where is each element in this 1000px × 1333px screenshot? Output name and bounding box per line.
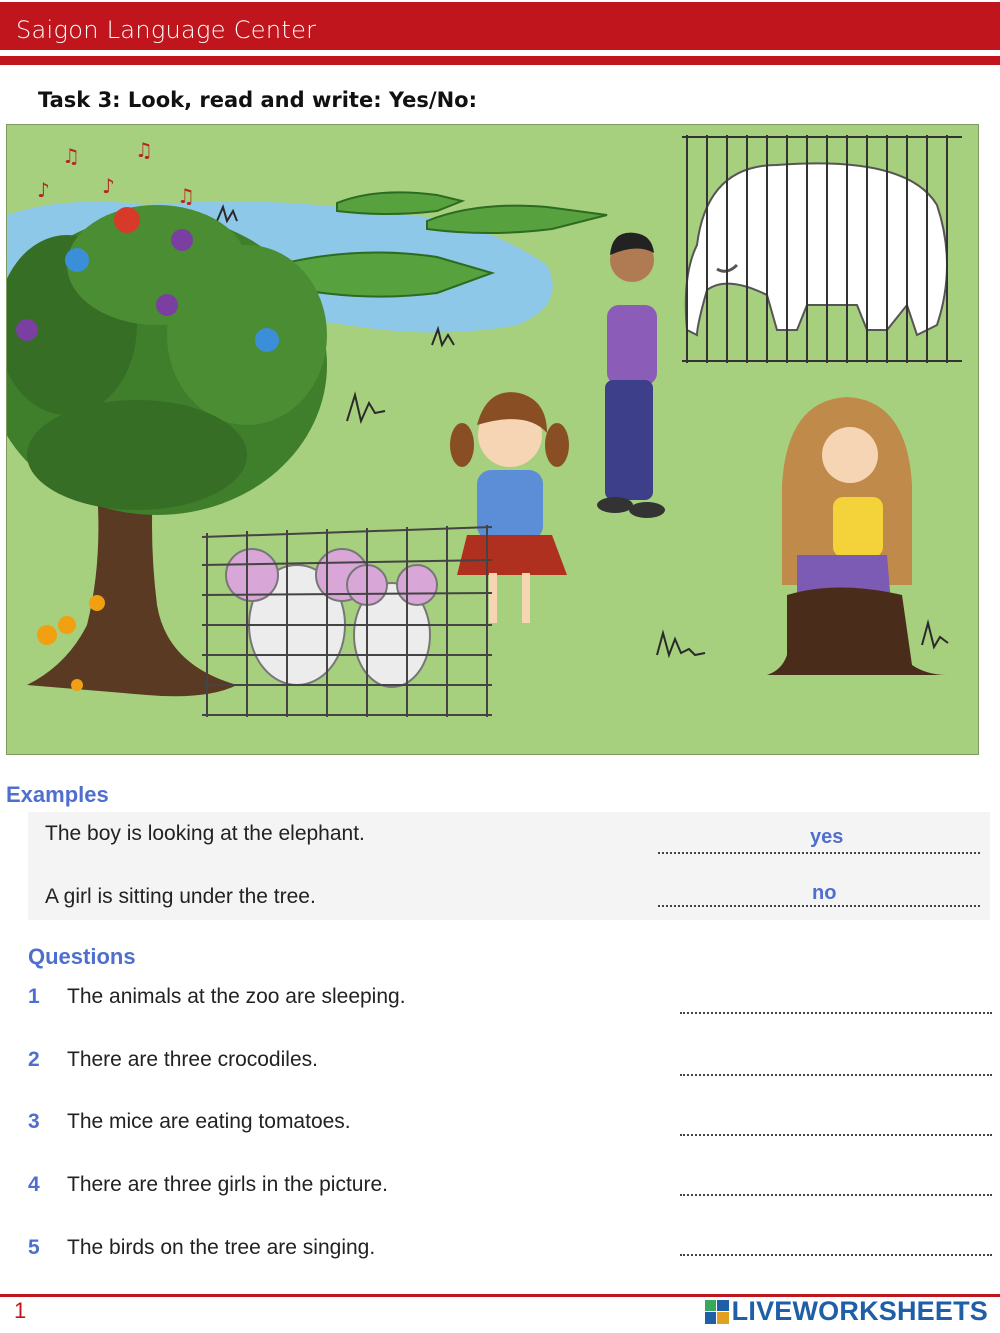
music-note-icon [37,138,195,208]
questions-heading: Questions [28,944,136,969]
example-2-answer: no [812,882,837,904]
mouse-icon [226,549,437,687]
svg-text:♪: ♪ [37,178,50,202]
svg-text:♫: ♫ [135,138,153,162]
question-3-number: 3 [28,1110,40,1133]
header-bar [0,2,1000,50]
examples-heading: Examples [6,782,109,807]
sitting-girl-figure [767,397,947,675]
header-title: Saigon Language Center [16,16,317,44]
page-number: 1 [14,1298,27,1323]
question-2-number: 2 [28,1048,40,1071]
svg-text:♪: ♪ [102,174,115,198]
example-1-text: The boy is looking at the elephant. [45,822,365,845]
example-2-answer-line [658,905,980,907]
question-5-text: The birds on the tree are singing. [67,1236,376,1259]
example-2-text: A girl is sitting under the tree. [45,885,316,908]
boy-figure [597,233,665,518]
question-5-answer-line[interactable] [680,1254,992,1256]
question-1-number: 1 [28,985,40,1008]
example-1-answer-line [658,852,980,854]
question-2-text: There are three crocodiles. [67,1048,318,1071]
question-3-text: The mice are eating tomatoes. [67,1110,351,1133]
question-4-number: 4 [28,1173,40,1196]
question-1-answer-line[interactable] [680,1012,992,1014]
question-1-text: The animals at the zoo are sleeping. [67,985,406,1008]
question-4-answer-line[interactable] [680,1194,992,1196]
svg-text:♫: ♫ [177,184,195,208]
zoo-illustration [6,124,979,755]
brand-name: LIVEWORKSHEETS [731,1296,988,1326]
question-2-answer-line[interactable] [680,1074,992,1076]
task-title: Task 3: Look, read and write: Yes/No: [38,88,477,112]
tree-stump [767,588,947,676]
question-5-number: 5 [28,1236,40,1259]
header-rule [0,56,1000,65]
question-4-text: There are three girls in the picture. [67,1173,388,1196]
svg-text:♫: ♫ [62,144,80,168]
example-1-answer: yes [810,826,844,848]
girl-figure [450,392,569,623]
question-3-answer-line[interactable] [680,1134,992,1136]
liveworksheets-logo[interactable] [705,1296,988,1327]
logo-icon [705,1300,729,1324]
